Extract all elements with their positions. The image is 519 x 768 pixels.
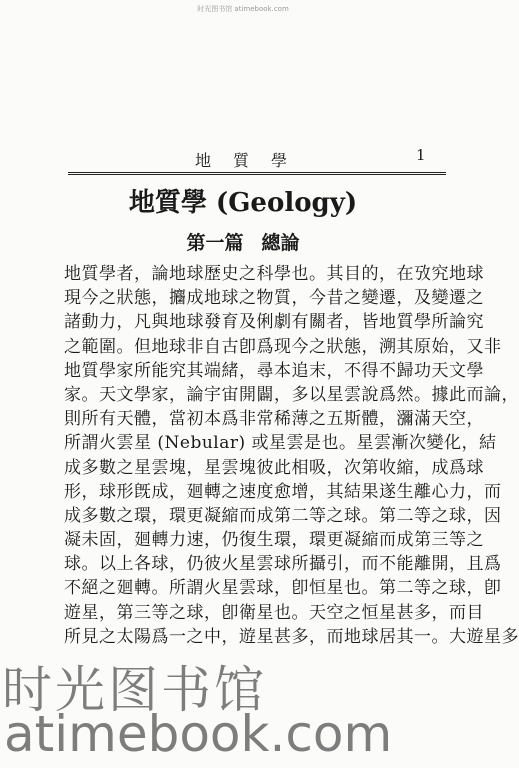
text-line: 之範圍。但地球非自古卽爲现今之狀態，溯其原始，又非	[64, 336, 502, 357]
text-line: 家。天文學家，論宇宙開闢，多以星雲說爲然。據此而論，	[64, 384, 519, 405]
body-text	[64, 262, 519, 649]
page-number: 1	[416, 146, 426, 164]
text-line: 凝未固，廻轉力速，仍復生環，環更凝縮而成第三等之	[64, 530, 484, 551]
text-line: 成多數之星雲塊，星雲塊彼此相吸，次第收縮，成爲球	[64, 457, 484, 478]
text-line: 形，球形旣成，廻轉之速度愈增，其結果遂生離心力，而	[64, 481, 502, 502]
text-line: 所謂火雲星 (Nebular) 或星雲是也。星雲漸次變化，結	[64, 433, 497, 454]
header-rule-double	[68, 174, 446, 175]
text-line: 不絕之廻轉。所謂火星雲球，卽恒星也。第二等之球，卽	[64, 578, 502, 599]
text-line: 則所有天體，當初本爲非常稀薄之五斯體，瀰滿天空，	[64, 409, 484, 430]
watermark-en: atimebook.com	[4, 705, 393, 763]
header-rule	[68, 172, 446, 173]
watermark-cn: 时光图书馆	[2, 661, 267, 719]
chapter-number: 第一篇	[186, 232, 244, 254]
text-line: 現今之狀態，攟成地球之物質，今昔之變遷，及變遷之	[64, 288, 484, 309]
site-header-text: 时光图书馆 atimebook.com	[197, 5, 289, 13]
text-line: 地質學者，論地球歷史之科學也。其目的，在攷究地球	[64, 264, 484, 284]
text-line: 遊星，第三等之球，卽衛星也。天空之恒星甚多，而目	[64, 602, 484, 623]
text-line: 諸動力，凡與地球發育及俐劇有關者，皆地質學所論究	[64, 312, 484, 333]
text-line: 所見之太陽爲一之中，遊星甚多，而地球居其一。大遊星多	[64, 626, 519, 647]
text-line: 球。以上各球，仍彼火星雲球所攝引，而不能離開，且爲	[64, 554, 502, 575]
chapter-heading	[0, 228, 486, 255]
running-head: 地質學	[195, 151, 310, 170]
page-title: 地質學 (Geology)	[128, 188, 358, 218]
chapter-name: 總論	[261, 232, 300, 254]
text-line: 成多數之環，環更凝縮而成第二等之球。第二等之球，因	[64, 505, 502, 526]
text-line: 地質學家所能究其端緒，尋本追末，不得不歸功天文學	[64, 360, 484, 381]
